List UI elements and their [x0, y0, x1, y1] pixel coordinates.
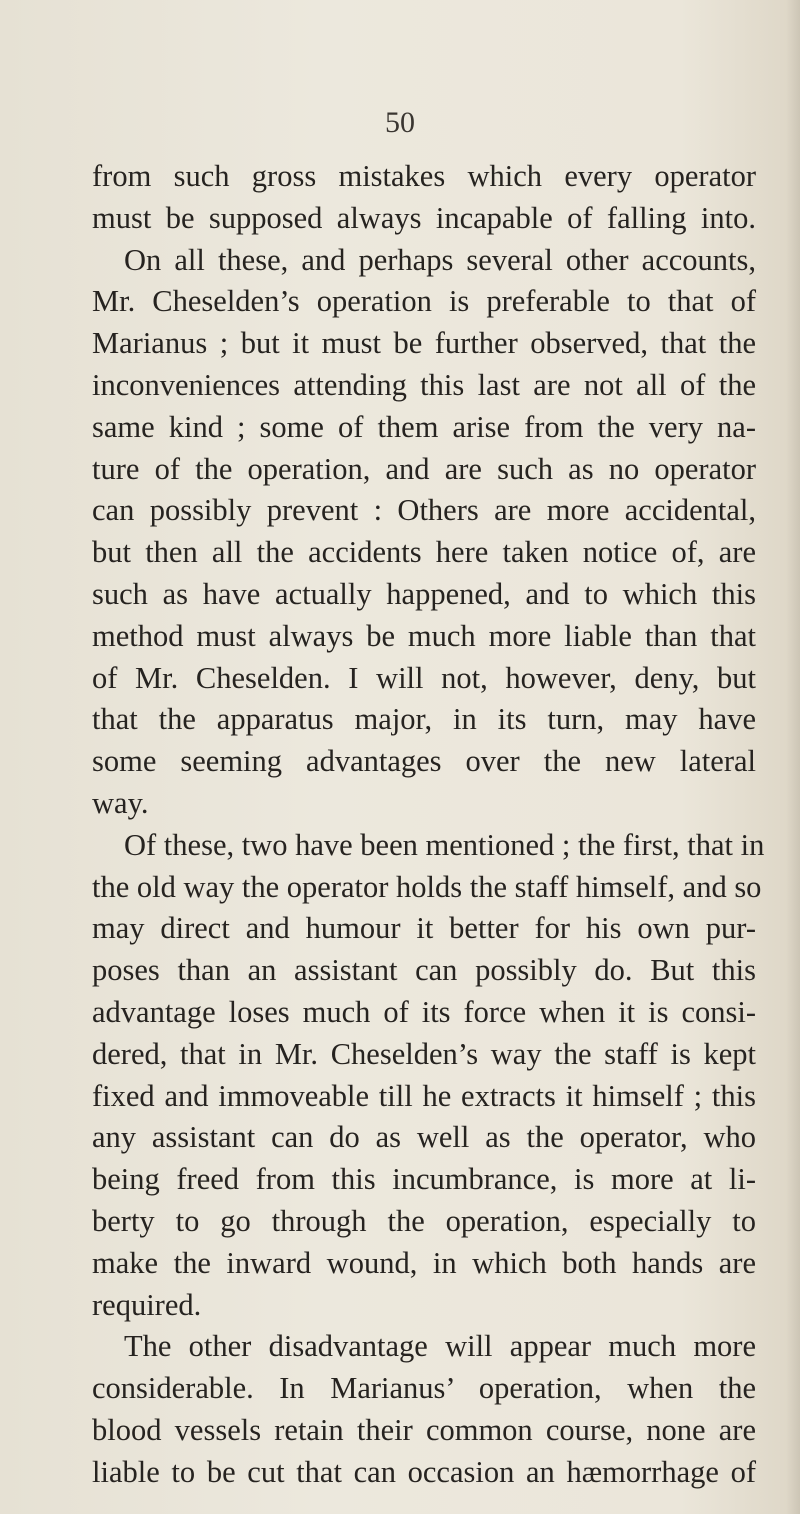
text-line: Mr. Cheselden’s operation is preferable to that of: [92, 284, 756, 319]
text-line: ture of the operation, and are such as no operator: [92, 451, 756, 486]
text-line: blood vessels retain their common course, none are: [92, 1412, 756, 1447]
text-line: Marianus ; but it must be further observed, that the: [92, 326, 756, 361]
text-line: same kind ; some of them arise from the very na-: [92, 409, 756, 444]
text-line: advantage loses much of its force when it is consi-: [92, 994, 756, 1029]
text-line: make the inward wound, in which both hands are: [92, 1245, 756, 1280]
text-line: considerable. In Marianus’ operation, when the: [92, 1371, 756, 1406]
text-line: such as have actually happened, and to which this: [92, 576, 756, 611]
text-line: method must always be much more liable than that: [92, 618, 756, 653]
text-line: of Mr. Cheselden. I will not, however, deny, but: [92, 660, 756, 695]
text-line: fixed and immoveable till he extracts it himself ; this: [92, 1078, 756, 1113]
text-line: The other disadvantage will appear much more: [124, 1329, 756, 1364]
text-line: may direct and humour it better for his own pur-: [92, 911, 756, 946]
text-line: some seeming advantages over the new lateral: [92, 744, 756, 779]
text-line: the old way the operator holds the staff himself, and so: [92, 869, 762, 904]
text-line: but then all the accidents here taken notice of, are: [92, 535, 756, 570]
text-line: inconveniences attending this last are not all of the: [92, 367, 756, 402]
text-line: required.: [92, 1287, 202, 1322]
text-line: must be supposed always incapable of falling into.: [92, 200, 756, 235]
text-line: Of these, two have been mentioned ; the first, that in: [124, 827, 765, 862]
body-text: [92, 156, 765, 1494]
page-number: 50: [385, 106, 415, 139]
text-line: being freed from this incumbrance, is more at li-: [92, 1162, 756, 1197]
text-line: dered, that in Mr. Cheselden’s way the staff is kept: [92, 1036, 756, 1071]
text-line: that the apparatus major, in its turn, may have: [92, 702, 756, 737]
page-edge-shadow: [786, 0, 800, 1514]
text-line: can possibly prevent : Others are more accidental,: [92, 493, 756, 528]
text-line: any assistant can do as well as the operator, who: [92, 1120, 756, 1155]
text-line: from such gross mistakes which every operator: [92, 159, 756, 193]
text-line: On all these, and perhaps several other accounts,: [124, 242, 756, 277]
text-line: poses than an assistant can possibly do. But this: [92, 953, 756, 988]
text-line: way.: [92, 785, 149, 820]
text-line: liable to be cut that can occasion an hæmorrhage of: [92, 1454, 756, 1489]
text-line: berty to go through the operation, especially to: [92, 1203, 756, 1238]
